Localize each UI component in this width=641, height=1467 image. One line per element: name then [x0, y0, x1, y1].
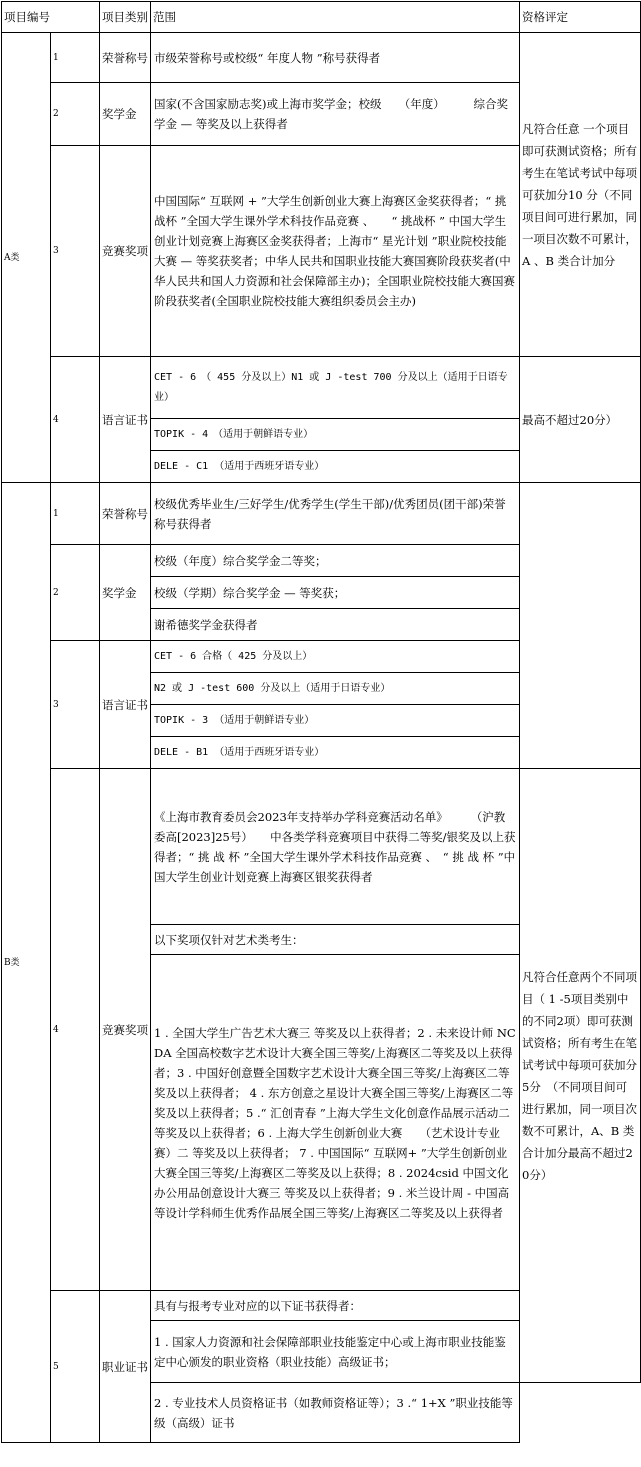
row-range: 以下奖项仅针对艺术类考生：	[151, 925, 520, 955]
group-a-qualification: 凡符合任意 一个项目即可获测试资格；所有考生在笔试考试中每项可获加分10 分（不同项目间可进行累加，同一项目次数不可累计，A 、B 类合计加分	[520, 33, 641, 357]
row-range: 国家(不含国家励志奖)或上海市奖学金；校级 （年度） 综合奖学金 — 等奖及以上获得者	[151, 83, 520, 146]
row-range: 市级荣誉称号或校级“ 年度人物 ”称号获得者	[151, 33, 520, 83]
table-row	[2, 357, 641, 419]
row-number: 1	[51, 483, 100, 545]
row-category: 语言证书	[100, 641, 151, 769]
table-header-row	[2, 2, 641, 33]
row-number: 3	[51, 146, 100, 357]
row-category: 奖学金	[100, 83, 151, 146]
row-range: 1 . 国家人力资源和社会保障部职业技能鉴定中心或上海市职业技能鉴定中心颁发的职业资格（职业技能）高级证书；	[151, 1321, 520, 1383]
row-number: 2	[51, 83, 100, 146]
row-range: TOPIK - 4 （适用于朝鲜语专业）	[151, 419, 520, 451]
row-category: 竞赛奖项	[100, 769, 151, 1291]
row-category: 荣誉称号	[100, 483, 151, 545]
group-a-label: A类	[2, 33, 51, 483]
row-number: 4	[51, 769, 100, 1291]
row-range: CET - 6 （ 455 分及以上）N1 或 J -test 700 分及以上（适用于日语专业）	[151, 357, 520, 419]
row-range: 1 . 全国大学生广告艺术大赛三 等奖及以上获得者；2 . 未来设计师 NCDA 全国高校数字艺术设计大赛全国三等奖/上海赛区二等奖及以上获得者；3 . 中国好创意暨全国数字艺术设计大赛全国三等奖/上海赛区二等奖及以上获得者； 4 . 东方创意之星设计大赛全国三等奖/上海赛区二等奖及以上获得者；5 .“ 汇创青春 ”上海大学生文化创意作品展示活动二等奖及以上获得者；6 . 上海大学生创新创业大赛 （艺术设计专业赛）二 等奖及以上获得者； 7 . 中国国际“ 互联网+ ”大学生创新创业大赛全国三等奖/上海赛区二等奖及以上获得；8 . 2024csid 中国文化办公用品创意设计大赛三 等奖及以上获得者；9 . 米兰设计周 - 中国高等设计学科师生优秀作品展全国三等奖/上海赛区二等奖及以上获得者	[151, 955, 520, 1291]
header-project-number: 项目编号	[2, 2, 100, 33]
header-range: 范围	[151, 2, 520, 33]
row-category: 职业证书	[100, 1291, 151, 1443]
row-range: 校级（年度）综合奖学金二等奖；	[151, 545, 520, 577]
row-number: 4	[51, 357, 100, 483]
row-range: TOPIK - 3 （适用于朝鲜语专业）	[151, 705, 520, 737]
table-row	[2, 769, 641, 925]
row-range: 《上海市教育委员会2023年支持举办学科竞赛活动名单》 （沪教委高[2023]25号） 中各类学科竞赛项目中获得二等奖/银奖及以上获得者；“ 挑 战 杯 ”全国大学生课外学术科技作品竞赛 、 “ 挑 战 杯 ”中国大学生创业计划竞赛上海赛区银奖获得者	[151, 769, 520, 925]
row-range: CET - 6 合格（ 425 分及以上）	[151, 641, 520, 673]
group-b-qualification: 凡符合任意两个不同项目（ 1 -5项目类别中的不同2项）即可获测试资格；所有考生在笔试考试中每项可获加分5分 （不同项目间可进行累加，同一项目次数不可累计，A、B 类合计加分最高不超过20分）	[520, 769, 641, 1383]
table-row	[2, 33, 641, 83]
row-number: 3	[51, 641, 100, 769]
group-b-qual-empty	[520, 483, 641, 769]
group-a-qualification-cap: 最高不超过20分）	[520, 357, 641, 483]
row-category: 荣誉称号	[100, 33, 151, 83]
row-category: 竞赛奖项	[100, 146, 151, 357]
row-range: 2 . 专业技术人员资格证书（如教师资格证等）；3 .“ 1+X ”职业技能等级（高级）证书	[151, 1383, 520, 1443]
row-range: 具有与报考专业对应的以下证书获得者：	[151, 1291, 520, 1321]
row-range: 中国国际“ 互联网 + ”大学生创新创业大赛上海赛区金奖获得者；“ 挑战杯 ”全国大学生课外学术科技作品竞赛 、 “ 挑战杯 ” 中国大学生创业计划竞赛上海赛区金奖获得者；上海市“ 星光计划 ”职业院校技能大赛 — 等奖获奖者；中华人民共和国职业技能大赛国赛阶段获奖者(中华人民共和国人力资源和社会保障部主办)；全国职业院校技能大赛国赛阶段获奖者(全国职业院校技能大赛组织委员会主办)	[151, 146, 520, 357]
group-b-label: B类	[2, 483, 51, 1443]
row-range: 谢希德奖学金获得者	[151, 609, 520, 641]
table-row	[2, 483, 641, 545]
qualification-table	[1, 1, 641, 1443]
row-range: DELE - C1 （适用于西班牙语专业）	[151, 451, 520, 483]
row-range: DELE - B1 （适用于西班牙语专业）	[151, 737, 520, 769]
row-category: 语言证书	[100, 357, 151, 483]
row-range: N2 或 J -test 600 分及以上（适用于日语专业）	[151, 673, 520, 705]
row-range: 校级优秀毕业生/三好学生/优秀学生(学生干部)/优秀团员(团干部)荣誉称号获得者	[151, 483, 520, 545]
row-number: 2	[51, 545, 100, 641]
header-qualification: 资格评定	[520, 2, 641, 33]
row-range: 校级（学期）综合奖学金 — 等奖获；	[151, 577, 520, 609]
row-category: 奖学金	[100, 545, 151, 641]
header-project-category: 项目类别	[100, 2, 151, 33]
row-number: 5	[51, 1291, 100, 1443]
row-number: 1	[51, 33, 100, 83]
